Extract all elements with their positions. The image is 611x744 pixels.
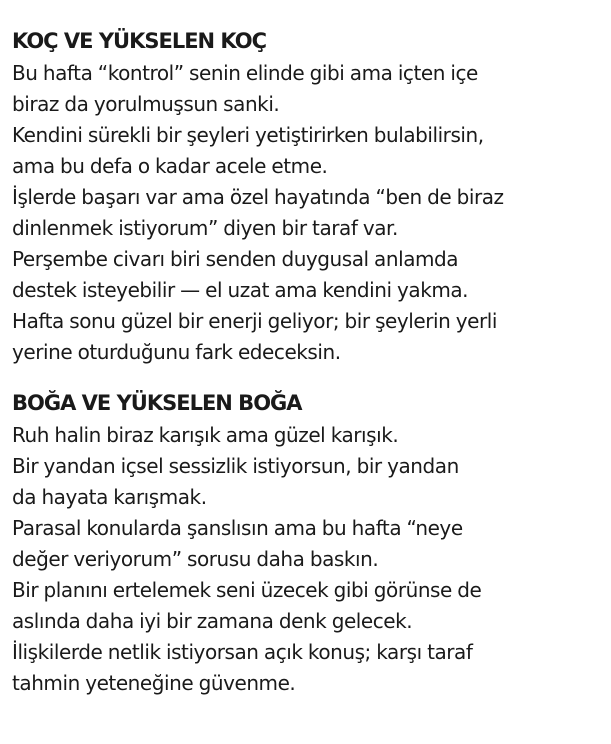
- text-line: biraz da yorulmuşsun sanki.: [12, 92, 280, 116]
- text-line: değer veriyorum” sorusu daha baskın.: [12, 547, 379, 571]
- text-line: Parasal konularda şanslısın ama bu hafta “neye: [12, 516, 463, 540]
- text-line: ama bu defa o kadar acele etme.: [12, 154, 328, 178]
- text-line: Bu hafta “kontrol” senin elinde gibi ama içten içe: [12, 61, 478, 85]
- text-line: Kendini sürekli bir şeyleri yetiştirirken bulabilirsin,: [12, 123, 484, 147]
- section-koc: [12, 27, 599, 368]
- text-line: aslında daha iyi bir zamana denk gelecek.: [12, 609, 413, 633]
- section-boga: [12, 389, 599, 699]
- text-line: da hayata karışmak.: [12, 485, 207, 509]
- text-line: yerine oturduğunu fark edeceksin.: [12, 340, 341, 364]
- text-line: Hafta sonu güzel bir enerji geliyor; bir şeylerin yerli: [12, 309, 498, 333]
- text-line: Bir yandan içsel sessizlik istiyorsun, bir yandan: [12, 454, 459, 478]
- text-line: tahmin yeteneğine güvenme.: [12, 671, 296, 695]
- text-line: dinlenmek istiyorum” diyen bir taraf var.: [12, 216, 398, 240]
- section-heading: KOÇ VE YÜKSELEN KOÇ: [12, 29, 267, 53]
- text-line: Ruh halin biraz karışık ama güzel karışık.: [12, 423, 399, 447]
- text-line: İlişkilerde netlik istiyorsan açık konuş; karşı taraf: [12, 640, 473, 664]
- text-line: destek isteyebilir — el uzat ama kendini yakma.: [12, 278, 469, 302]
- text-line: İşlerde başarı var ama özel hayatında “ben de biraz: [12, 185, 504, 209]
- text-line: Bir planını ertelemek seni üzecek gibi görünse de: [12, 578, 482, 602]
- section-heading: BOĞA VE YÜKSELEN BOĞA: [12, 391, 302, 415]
- text-line: Perşembe civarı biri senden duygusal anlamda: [12, 247, 459, 271]
